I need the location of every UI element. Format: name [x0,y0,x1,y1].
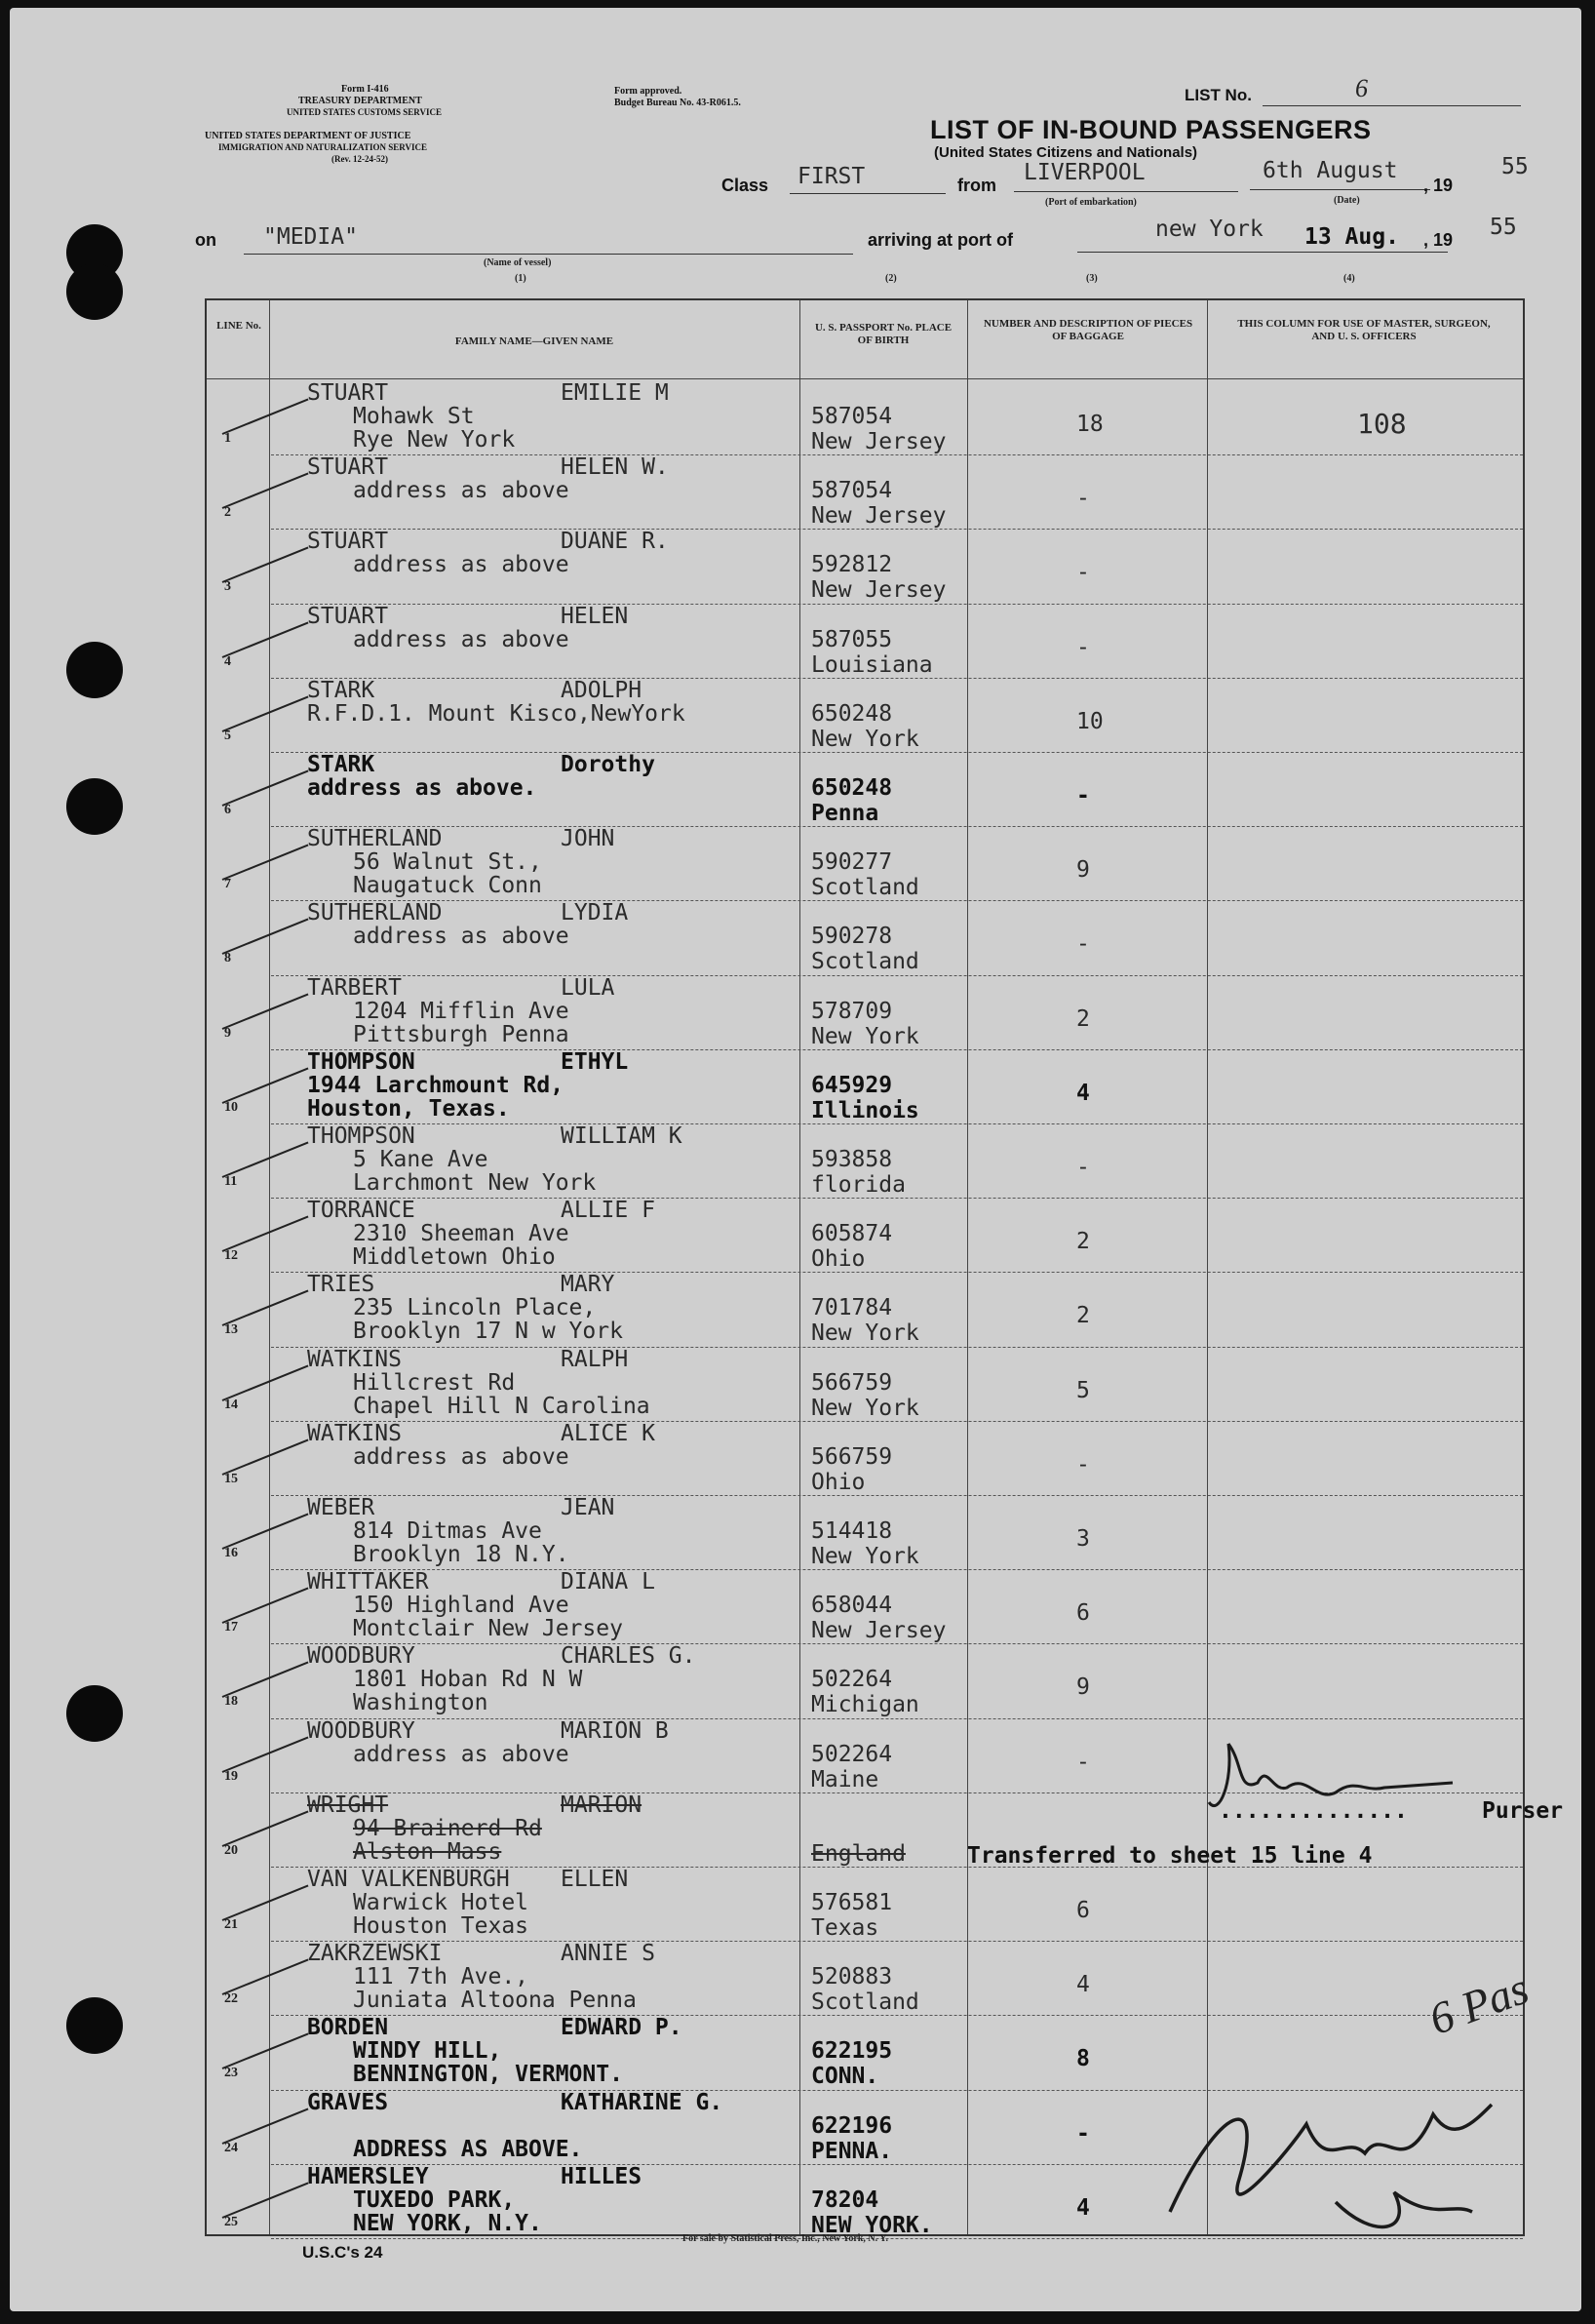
family-name: HAMERSLEY [307,2163,429,2189]
family-name: TORRANCE [307,1198,415,1224]
place-of-birth: New Jersey [811,503,947,530]
form-approved: Form approved. [614,86,682,97]
baggage-count: - [1076,486,1090,512]
check-mark [222,919,309,955]
line-number: 14 [224,1397,238,1412]
given-name: ELLEN [561,1867,629,1892]
check-mark [222,993,309,1029]
place-of-birth: Michigan [811,1692,919,1718]
given-name: EDWARD P. [561,2015,682,2041]
arrival-port: new York [1155,217,1264,242]
given-name: MARION B [561,1717,669,1744]
place-of-birth: New Jersey [811,429,947,454]
check-mark [222,1141,309,1177]
line-number: 4 [224,653,231,669]
given-name: DUANE R. [561,529,669,555]
address-line-1: address as above [353,1443,569,1470]
family-name: STARK [307,752,375,777]
line-number: 3 [224,579,231,595]
baggage-count: - [1076,1155,1090,1180]
passport-number: 576581 [811,1890,893,1915]
passport-number: 593858 [811,1147,893,1172]
family-name: WEBER [307,1495,375,1520]
check-mark [222,1438,309,1475]
passport-number: 590277 [811,849,893,876]
vessel-caption: (Name of vessel) [484,257,552,268]
family-name: BORDEN [307,2015,389,2041]
given-name: MARY [561,1272,615,1298]
arrival-date: 13 Aug. [1304,224,1399,250]
family-name: ZAKRZEWSKI [307,1941,443,1967]
line-number: 25 [224,2214,238,2229]
baggage-count: 9 [1076,857,1090,884]
baggage-count: - [1076,783,1090,808]
address-line-1: Warwick Hotel [353,1890,529,1915]
baggage-count: 3 [1076,1526,1090,1552]
check-mark [222,473,309,509]
family-name: VAN VALKENBURGH [307,1867,510,1892]
passport-number: 605874 [811,1221,893,1247]
table-row [207,974,1523,1051]
place-of-birth: Ohio [811,1246,866,1273]
header-passport: U. S. PASSPORT No. PLACE OF BIRTH [814,322,953,346]
embark-caption: (Port of embarkation) [1045,197,1137,208]
departure-date: 6th August [1263,158,1398,183]
punch-hole [66,778,123,835]
family-name: SUTHERLAND [307,900,443,926]
given-name: LYDIA [561,900,629,926]
line-number: 10 [224,1099,238,1115]
table-row [207,1645,1523,1719]
line-number: 12 [224,1248,238,1264]
table-row [207,828,1523,902]
table-row [207,1274,1523,1348]
given-name: CHARLES G. [561,1643,696,1670]
passport-number: 587054 [811,478,893,504]
passport-number: 622195 [811,2038,893,2065]
customs-service: UNITED STATES CUSTOMS SERVICE [287,107,442,117]
place-of-birth: Ohio [811,1469,866,1495]
baggage-count: 2 [1076,1303,1090,1329]
baggage-count: 2 [1076,1229,1090,1255]
printer-note: For sale by Statistical Press, Inc., New York, N. Y. [682,2233,889,2244]
address-line-1: 2310 Sheeman Ave [353,1221,569,1247]
check-mark [222,1588,309,1624]
line-number: 18 [224,1694,238,1710]
table-row [207,1346,1523,1423]
baggage-count: - [1076,2120,1090,2147]
table-row [207,902,1523,976]
col-number-3: (3) [1086,273,1098,284]
check-mark [222,1884,309,1920]
passport-number: 645929 [811,1072,893,1098]
passport-number: 520883 [811,1964,893,1990]
baggage-count: 4 [1076,1972,1090,1998]
place-of-birth: CONN. [811,2064,879,2090]
given-name: Dorothy [561,752,655,777]
line-number: 1 [224,431,231,446]
family-name: WRIGHT [307,1792,389,1818]
address-line-2: Rye New York [353,427,516,453]
family-name: STUART [307,603,389,629]
check-mark [222,1662,309,1698]
passport-number: 590278 [811,924,893,950]
family-name: WOODBURY [307,1643,415,1670]
address-line-2: BENNINGTON, VERMONT. [353,2062,623,2088]
address-line-2: Middletown Ohio [353,1244,556,1271]
check-mark [222,1959,309,1995]
table-row [207,1497,1523,1571]
address-line-2: Brooklyn 18 N.Y. [353,1542,569,1567]
line-number: 23 [224,2066,238,2081]
address-line-1: 111 7th Ave., [353,1964,529,1990]
year-2: 55 [1490,215,1517,240]
place-of-birth: Texas [811,1915,879,1941]
table-row [207,677,1523,754]
punch-hole [66,263,123,320]
baggage-count: 18 [1076,412,1104,437]
line-number: 13 [224,1322,238,1338]
date-caption: (Date) [1334,195,1360,206]
line-number: 6 [224,803,231,817]
table-row [207,382,1523,456]
family-name: WATKINS [307,1420,402,1446]
address-line-1: 1944 Larchmount Rd, [307,1072,564,1098]
address-line-1: R.F.D.1. Mount Kisco,NewYork [307,700,685,727]
line-number: 24 [224,2140,238,2155]
header-baggage: NUMBER AND DESCRIPTION OF PIECES OF BAGGAGE [983,318,1193,342]
passport-number: 592812 [811,552,893,578]
given-name: DIANA L [561,1569,655,1595]
place-of-birth: Penna [811,801,879,826]
family-name: THOMPSON [307,1048,415,1075]
given-name: JOHN [561,826,615,852]
address-line-1: address as above [353,552,569,578]
list-no-label: LIST No. [1185,86,1252,104]
check-mark [222,2182,309,2218]
treasury-dept: TREASURY DEPARTMENT [298,96,422,106]
check-mark [222,845,309,881]
form-number: Form I-416 [341,84,389,95]
line-number: 19 [224,1768,238,1784]
address-line-2: Naugatuck Conn [353,873,542,899]
line-number: 8 [224,951,231,966]
baggage-count: - [1076,931,1090,958]
address-line-1: 235 Lincoln Place, [353,1295,597,1321]
address-line-1: WINDY HILL, [353,2038,502,2065]
baggage-count: 2 [1076,1005,1090,1032]
given-name: RALPH [561,1346,629,1372]
passport-number: 622196 [811,2112,893,2139]
check-mark [222,2107,309,2144]
purser-label: Purser [1482,1798,1564,1824]
punch-hole [66,1997,123,2054]
place-of-birth: florida [811,1172,906,1198]
address-line-1: 5 Kane Ave [353,1147,488,1172]
passport-number: 78204 [811,2186,879,2213]
budget-bureau: Budget Bureau No. 43-R061.5. [614,98,741,108]
family-name: STUART [307,529,389,555]
place-of-birth: Scotland [811,949,919,975]
baggage-count: - [1076,1451,1090,1477]
check-mark [222,1067,309,1103]
list-number: 6 [1355,74,1368,102]
form-subtitle: (United States Citizens and Nationals) [934,144,1198,161]
address-line-2: Washington [353,1690,488,1716]
check-mark [222,695,309,731]
given-name: JEAN [561,1495,615,1520]
baggage-count: 9 [1076,1674,1090,1701]
address-line-1: 150 Highland Ave [353,1593,569,1619]
address-line-1: address as above [353,626,569,652]
family-name: TRIES [307,1272,375,1298]
address-line-2: ADDRESS AS ABOVE. [353,2136,583,2162]
line-number: 11 [224,1174,238,1189]
check-mark [222,1364,309,1400]
passport-number: 514418 [811,1518,893,1544]
family-name: STARK [307,677,375,703]
given-name: ALICE K [561,1420,655,1446]
table-row [207,754,1523,828]
officer-note: Transferred to sheet 15 line 4 [967,1842,1373,1869]
place-of-birth: Louisiana [811,651,933,678]
table-row [207,1048,1523,1125]
check-mark [222,769,309,806]
check-mark [222,398,309,434]
on-label: on [195,230,216,250]
address-line-2: Montclair New Jersey [353,1616,623,1642]
family-name: STUART [307,380,389,406]
year-1: 55 [1501,154,1529,179]
line-number: 20 [224,1842,238,1858]
place-of-birth: England [811,1840,906,1867]
address-line-1: 1204 Mifflin Ave [353,998,569,1024]
place-of-birth: New Jersey [811,577,947,604]
address-line-1: address as above [353,924,569,950]
address-line-1: address as above [353,478,569,504]
passport-number: 587054 [811,404,893,429]
line-number: 16 [224,1546,238,1560]
line-number: 21 [224,1917,238,1932]
place-of-birth: New York [811,1544,919,1569]
header-line-no: LINE No. [216,320,261,332]
family-name: SUTHERLAND [307,826,443,852]
passport-number: 566759 [811,1443,893,1470]
passport-number: 650248 [811,775,893,801]
address-line-2: Juniata Altoona Penna [353,1988,637,2014]
arriving-label: arriving at port of [868,230,1014,250]
year-prefix-2: , 19 [1423,230,1454,250]
table-row [207,1869,1523,1943]
place-of-birth: Scotland [811,1989,919,2016]
line-number: 7 [224,877,231,892]
header-name: FAMILY NAME—GIVEN NAME [454,335,614,347]
check-mark [222,2033,309,2069]
table-row [207,1943,1523,2017]
address-line-1: TUXEDO PARK, [353,2186,516,2213]
family-name: TARBERT [307,974,402,1001]
baggage-count: 8 [1076,2046,1090,2072]
purser-signature [1199,1724,1472,1832]
check-mark [222,1810,309,1846]
place-of-birth: Maine [811,1766,879,1792]
revision: (Rev. 12-24-52) [331,154,388,164]
address-line-1: address as above. [307,775,537,801]
header-officers: THIS COLUMN FOR USE OF MASTER, SURGEON, AND U. S. OFFICERS [1237,318,1491,342]
place-of-birth: New Jersey [811,1618,947,1644]
table-row [207,1571,1523,1645]
address-line-1: Mohawk St [353,404,475,429]
place-of-birth: Illinois [811,1097,919,1123]
from-value: LIVERPOOL [1024,160,1146,185]
check-mark [222,1290,309,1326]
place-of-birth: NEW YORK. [811,2212,933,2238]
vessel-name: "MEDIA" [263,224,358,250]
passport-number: 566759 [811,1369,893,1396]
line-number: 9 [224,1025,231,1041]
baggage-count: 5 [1076,1377,1090,1403]
form-code: U.S.C's 24 [302,2243,383,2262]
given-name: HELEN [561,603,629,629]
line-number: 2 [224,505,231,521]
given-name: WILLIAM K [561,1123,682,1149]
officer-note: 108 [1357,408,1407,440]
family-name: WOODBURY [307,1717,415,1744]
passport-number: 502264 [811,1667,893,1693]
punch-hole [66,1685,123,1742]
address-line-2: Pittsburgh Penna [353,1021,569,1047]
address-line-1: address as above [353,1741,569,1767]
table-row [207,1420,1523,1497]
table-row [207,456,1523,531]
address-line-2: Chapel Hill N Carolina [353,1393,650,1419]
given-name: EMILIE M [561,380,669,406]
address-line-2: NEW YORK, N.Y. [353,2210,542,2236]
given-name: ANNIE S [561,1941,655,1967]
line-number: 22 [224,1991,238,2007]
baggage-count: 10 [1076,708,1104,734]
class-label: Class [721,176,769,195]
place-of-birth: PENNA. [811,2138,893,2164]
form-title: LIST OF IN-BOUND PASSENGERS [930,115,1372,144]
passport-number: 701784 [811,1295,893,1321]
address-line-1: Hillcrest Rd [353,1369,516,1396]
baggage-count: 6 [1076,1600,1090,1627]
col-number-4: (4) [1343,273,1355,284]
place-of-birth: New York [811,1395,919,1421]
table-row [207,531,1523,605]
baggage-count: - [1076,1749,1090,1775]
ins-service: IMMIGRATION AND NATURALIZATION SERVICE [218,142,427,152]
family-name: STUART [307,454,389,481]
address-line-2: Houston Texas [353,1913,529,1939]
check-mark [222,547,309,583]
given-name: HELEN W. [561,454,669,481]
punch-hole [66,642,123,698]
check-mark [222,1736,309,1772]
baggage-count: 4 [1076,2194,1090,2221]
check-mark [222,621,309,657]
place-of-birth: New York [811,1320,919,1347]
passport-number: 658044 [811,1593,893,1619]
form-sheet [10,8,1581,2311]
purser-dots: .............. [1219,1798,1408,1824]
table-row [207,603,1523,680]
place-of-birth: New York [811,1023,919,1049]
passport-number: 578709 [811,998,893,1024]
from-label: from [957,176,996,195]
line-number: 5 [224,728,231,743]
baggage-count: - [1076,634,1090,660]
address-line-2: Alston Mass [353,1838,502,1865]
baggage-count: 4 [1076,1080,1090,1106]
family-name: GRAVES [307,2089,389,2115]
given-name: ALLIE F [561,1198,655,1224]
baggage-count: 6 [1076,1898,1090,1923]
line-number: 17 [224,1620,238,1635]
year-prefix: , 19 [1423,176,1454,195]
address-line-1: 94 Brainerd Rd [353,1815,542,1841]
passport-number: 587055 [811,626,893,652]
check-mark [222,1513,309,1549]
inspector-signature [1141,2066,1511,2261]
given-name: KATHARINE G. [561,2089,723,2115]
given-name: MARION [561,1792,642,1818]
check-mark [222,1216,309,1252]
address-line-2: Houston, Texas. [307,1095,510,1122]
address-line-1: 1801 Hoban Rd N W [353,1667,583,1693]
table-row [207,1200,1523,1274]
place-of-birth: Scotland [811,875,919,901]
address-line-2: Larchmont New York [353,1170,597,1196]
family-name: THOMPSON [307,1123,415,1149]
table-row [207,1125,1523,1200]
passport-number: 502264 [811,1741,893,1767]
family-name: WATKINS [307,1346,402,1372]
col-number-2: (2) [885,273,897,284]
col-number-1: (1) [515,273,526,284]
address-line-2: Brooklyn 17 N w York [353,1319,623,1345]
given-name: LULA [561,974,615,1001]
given-name: HILLES [561,2163,642,2189]
passport-number: 650248 [811,700,893,727]
justice-dept: UNITED STATES DEPARTMENT OF JUSTICE [205,131,411,141]
given-name: ETHYL [561,1048,629,1075]
passenger-table [205,298,1525,2236]
address-line-1: 56 Walnut St., [353,849,542,876]
place-of-birth: New York [811,726,919,752]
line-number: 15 [224,1471,238,1486]
family-name: WHITTAKER [307,1569,429,1595]
address-line-1: 814 Ditmas Ave [353,1518,542,1544]
given-name: ADOLPH [561,677,642,703]
initials-note: 6 Pas [1422,1962,1536,2045]
class-value: FIRST [798,164,866,189]
baggage-count: - [1076,560,1090,586]
